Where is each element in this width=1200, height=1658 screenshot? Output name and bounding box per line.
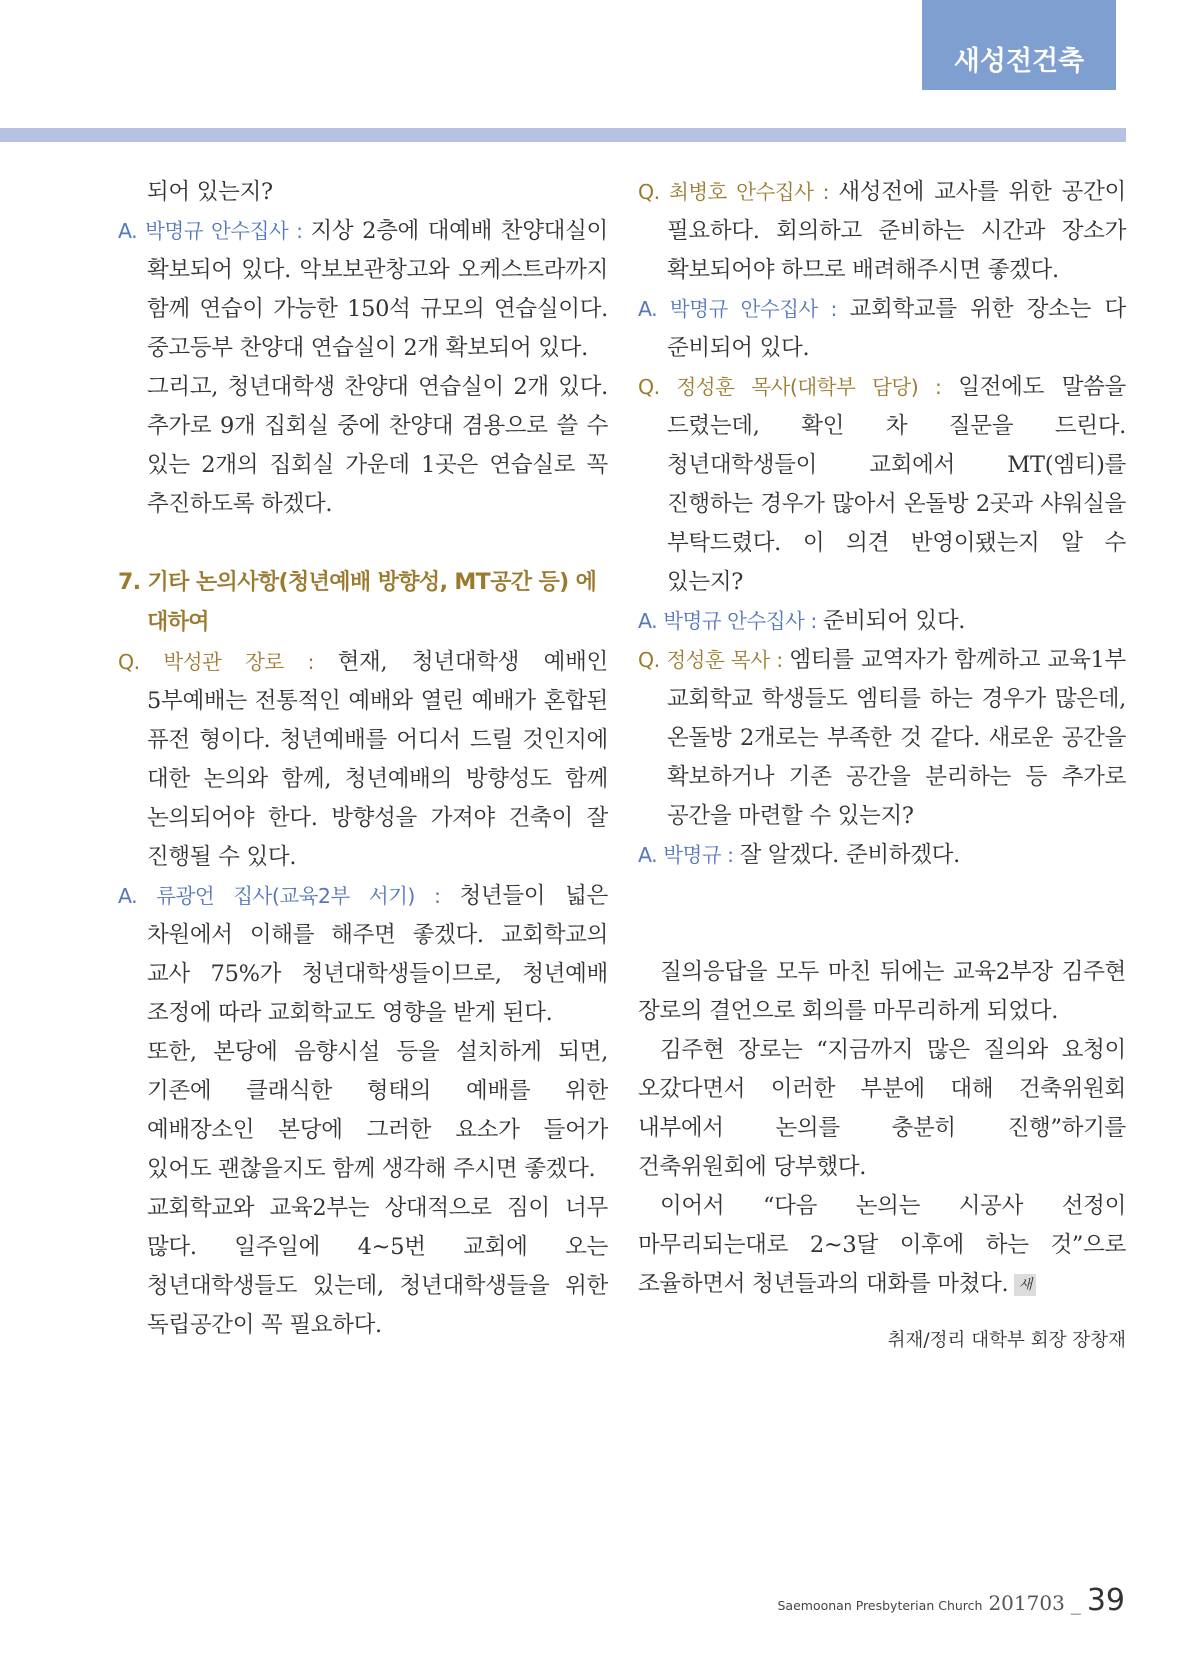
answer-prefix: A. — [638, 297, 658, 321]
answer-prefix: A. — [118, 884, 138, 908]
answer-entry — [638, 602, 1126, 641]
answer-entry — [118, 877, 608, 1033]
speaker-separator: : — [813, 180, 839, 204]
answer-continuation: 교회학교와 교육2부는 상대적으로 짐이 너무 많다. 일주일에 4~5번 교회에 오는 청년대학생들도 있는데, 청년대학생들을 위한 독립공간이 꼭 필요하다. — [147, 1195, 608, 1338]
answer-continuation: 되어 있는지? — [147, 179, 273, 205]
header-rule — [0, 128, 1126, 142]
body-text: 이어서 “다음 논의는 시공사 선정이 마무리되는대로 2~3달 이후에 하는 것”으로 조율하면서 청년들과의 대화를 마쳤다. — [638, 1193, 1126, 1297]
section-tab — [922, 0, 1116, 90]
question-entry — [638, 173, 1126, 290]
body-text: 질의응답을 모두 마친 뒤에는 교육2부장 김주현 장로의 결언으로 회의를 마무리하게 되었다. — [638, 959, 1126, 1024]
question-prefix: Q. — [118, 650, 140, 674]
speaker-label — [118, 884, 459, 908]
spacer — [118, 524, 608, 563]
speaker-name: 박명규 안수집사 — [663, 609, 805, 633]
speaker-separator: : — [414, 884, 460, 908]
page-number: 39 — [1086, 1583, 1125, 1618]
section-title: 새성전건축 — [953, 46, 1085, 77]
entry-text: 새성전에 교사를 위한 공간이 필요하다. 회의하고 준비하는 시간과 장소가 확보되어야 하므로 배려해주시면 좋겠다. — [667, 179, 1126, 283]
speaker-label — [638, 180, 838, 204]
speaker-separator: : — [918, 375, 959, 399]
answer-continuation: 또한, 본당에 음향시설 등을 설치하게 되면, 기존에 클래식한 형태의 예배를 위한 예배장소인 본당에 그러한 요소가 들어가 있어도 괜찮을지도 함께 생각해 주시면 좋겠다. — [147, 1039, 608, 1182]
footer-issue: 201703 — [988, 1591, 1065, 1615]
speaker-name: 최병호 안수집사 — [668, 180, 814, 204]
speaker-separator: : — [769, 648, 790, 672]
speaker-label — [638, 843, 740, 867]
entry-text: 청년들이 넓은 차원에서 이해를 해주면 좋겠다. 교회학교의 교사 75%가 청년대학생들이므로, 청년예배 조정에 따라 교회학교도 영향을 받게 된다. — [147, 883, 608, 1026]
entry-text: 엠티를 교역자가 함께하고 교육1부 교회학교 학생들도 엠티를 하는 경우가 많은데, 온돌방 2개로는 부족한 것 같다. 새로운 공간을 확보하거나 기존 공간을 분리하는 등 추가로 공간을 마련할 수 있는지? — [667, 647, 1126, 829]
right-column-items — [638, 173, 1126, 1304]
speaker-name: 박명규 — [663, 843, 722, 867]
speaker-label — [118, 219, 310, 243]
speaker-name: 정성훈 목사(대학부 담당) — [676, 375, 919, 399]
speaker-label — [638, 375, 958, 399]
speaker-separator: : — [283, 650, 338, 674]
answer-entry — [638, 836, 1126, 875]
answer-prefix: A. — [118, 219, 138, 243]
speaker-label — [118, 650, 338, 674]
entry-text: 현재, 청년대학생 예배인 5부예배는 전통적인 예배와 열린 예배가 혼합된 퓨전 형이다. 청년예배를 어디서 드릴 것인지에 대한 논의와 함께, 청년예배의 방향성도 함께 논의되어야 한다. 방향성을 가져야 건축이 잘 진행될 수 있다. — [147, 649, 608, 870]
entry-text: 일전에도 말씀을 드렸는데, 확인 차 질문을 드린다. 청년대학생들이 교회에서 MT(엠티)를 진행하는 경우가 많아서 온돌방 2곳과 샤워실을 부탁드렸다. 이 의견 반영이됐는지 알 수 있는지? — [667, 374, 1126, 595]
article-credit: 취재/정리 대학부 회장 장창재 — [887, 1330, 1126, 1351]
body-text: 김주현 장로는 “지금까지 많은 질의와 요청이 오갔다면서 이러한 부분에 대해 건축위원회 내부에서 논의를 충분히 진행”하기를 건축위원회에 당부했다. — [638, 1037, 1126, 1180]
speaker-label — [638, 609, 823, 633]
right-column — [638, 173, 1126, 1356]
question-entry — [118, 643, 608, 877]
answer-entry — [638, 290, 1126, 368]
footer-church-name: Saemoonan Presbyterian Church — [777, 1598, 983, 1613]
speaker-separator: : — [817, 297, 850, 321]
entry-text: 교회학교를 위한 장소는 다 준비되어 있다. — [667, 296, 1126, 361]
entry-text: 잘 알겠다. 준비하겠다. — [739, 842, 960, 868]
question-prefix: Q. — [638, 375, 660, 399]
question-entry — [638, 641, 1126, 836]
spacer — [638, 914, 1126, 953]
speaker-separator: : — [804, 609, 823, 633]
end-mark-icon: 새 — [1014, 1274, 1036, 1296]
body-paragraph — [638, 1187, 1126, 1304]
body-paragraph — [638, 953, 1126, 1031]
speaker-name: 정성훈 목사 — [666, 648, 770, 672]
speaker-separator: : — [721, 843, 740, 867]
speaker-name: 박명규 안수집사 — [145, 219, 289, 243]
body-paragraph — [638, 1031, 1126, 1187]
answer-prefix: A. — [638, 843, 658, 867]
answer-prefix: A. — [638, 609, 658, 633]
footer-separator: _ — [1070, 1591, 1081, 1615]
speaker-label — [638, 648, 789, 672]
question-prefix: Q. — [638, 180, 660, 204]
question-prefix: Q. — [638, 648, 660, 672]
speaker-name: 박명규 안수집사 — [669, 297, 818, 321]
answer-continuation: 그리고, 청년대학생 찬양대 연습실이 2개 있다. 추가로 9개 집회실 중에 찬양대 겸용으로 쓸 수 있는 2개의 집회실 가운데 1곳은 연습실로 꼭 추진하도록 하겠다. — [147, 374, 608, 517]
speaker-separator: : — [288, 219, 311, 243]
entry-text: 지상 2층에 대예배 찬양대실이 확보되어 있다. 악보보관창고와 오케스트라까지 함께 연습이 가능한 150석 규모의 연습실이다. 중고등부 찬양대 연습실이 2개 확보되어 있다. — [147, 218, 608, 361]
spacer — [638, 875, 1126, 914]
speaker-name: 류광언 집사(교육2부 서기) — [156, 884, 415, 908]
speaker-name: 박성관 장로 — [163, 650, 284, 674]
speaker-label — [638, 297, 850, 321]
entry-text: 준비되어 있다. — [822, 608, 966, 634]
section-heading: 7. 기타 논의사항(청년예배 방향성, MT공간 등) 에 대하여 — [118, 570, 597, 635]
question-entry — [638, 368, 1126, 602]
page-footer — [778, 1583, 1126, 1618]
answer-entry — [118, 212, 608, 368]
left-column — [118, 173, 608, 1345]
